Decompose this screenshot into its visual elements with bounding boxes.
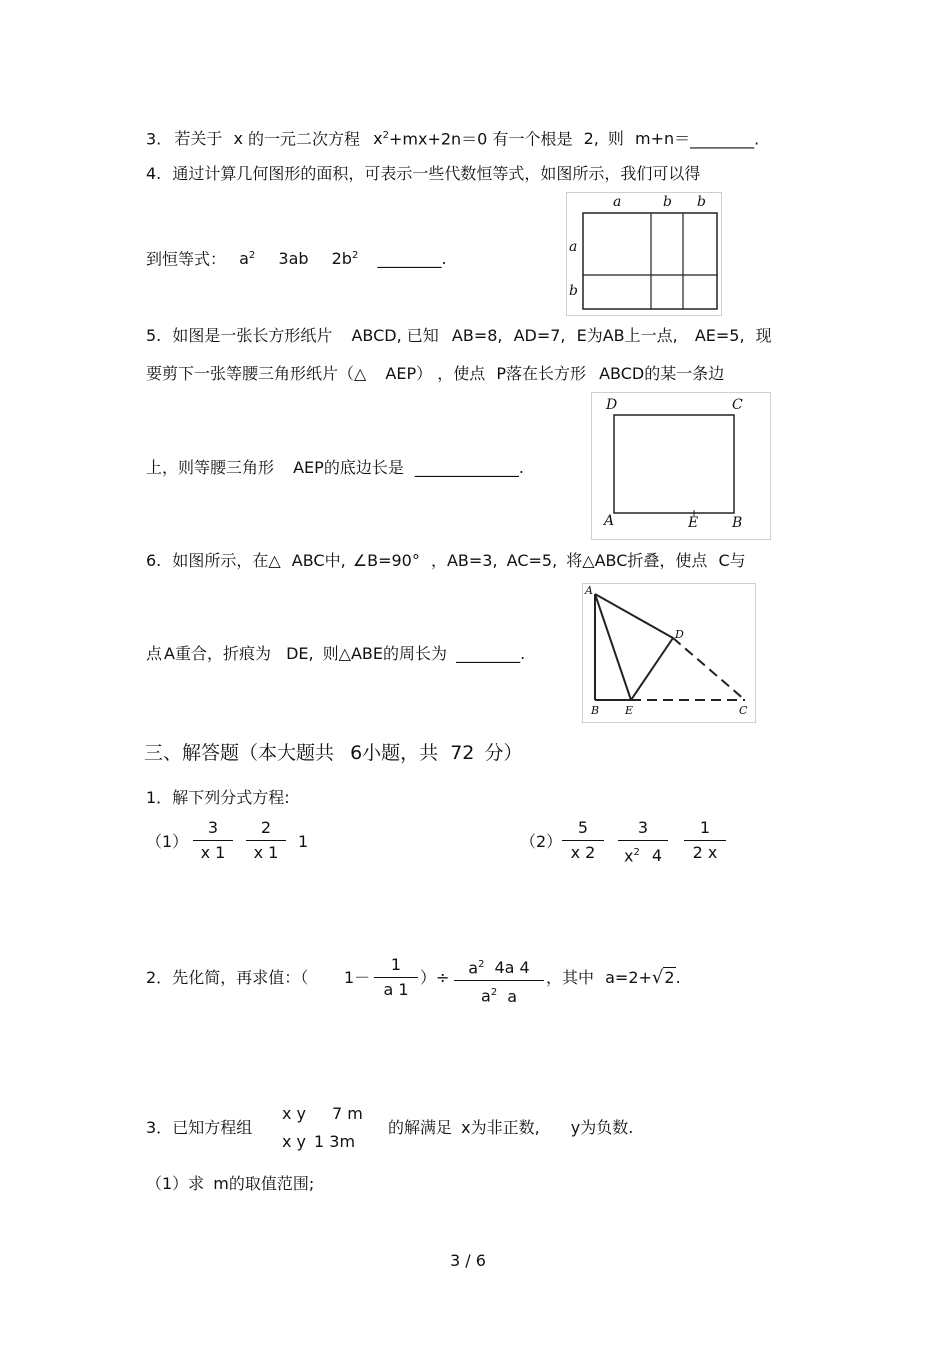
q5-blank: _____________. [414,458,525,477]
q5-line3: 上，则等腰三角形 AEP的底边长是 _____________. [146,458,525,477]
p1-eq1-frac2: 2 x 1 [246,818,286,863]
p2-frac2: $a^2$ 4a 4 $a^2$ a [454,955,544,1007]
q5-line1: 5. 如图是一张长方形纸片 ABCD, 已知 AB=8, AD=7, E为AB上一点, AE=5, 现 [146,326,772,345]
q6-figure-svg [583,584,755,722]
p3-line: 3．已知方程组 [146,1118,253,1137]
p2-tail: ，其中 a=2+√2. [546,967,681,988]
q6-fold-de [631,638,673,700]
p1-eq1-rhs: 1 [298,832,309,851]
q6-label-e: E [625,704,634,717]
q4-line2: 到恒等式： $a^2$ 3ab $2b^2$ ________. [146,249,447,269]
q6-label-d: D [675,628,684,641]
q6-label-c: C [739,704,748,717]
q4-label-top-a: a [613,194,622,210]
q5-figure-svg [592,393,770,539]
q5-label-d: D [606,397,618,413]
p2-close: ）÷ [420,968,450,987]
p1-eq2-frac1: 5 x 2 [562,818,604,863]
q6-blank: ________. [456,644,526,663]
q4-outer-rect [583,213,717,309]
q3-blank: ________. [690,129,760,149]
q6-triangle-figure [582,583,756,723]
q6-dashed-dc [673,638,745,700]
q4-figure-svg [567,193,721,315]
p1-eq1-frac1: 3 x 1 [193,818,233,863]
q4-blank: ________. [377,249,447,269]
q5-line2: 要剪下一张等腰三角形纸片（△ AEP） ，使点 P落在长方形 ABCD的某一条边 [146,364,725,383]
q6-label-b: B [591,704,600,717]
p2-line: 2．先化简，再求值：（ [146,968,309,987]
q6-line1: 6. 如图所示，在△ ABC中, ∠B=90° ，AB=3, AC=5, 将△ABC折叠，使点 C与 [146,551,746,570]
p3-sub1-line: （1）求 m的取值范围; [146,1174,315,1193]
p1-sub1: （1） [146,832,189,851]
section-heading: 三、解答题（本大题共 6小题，共 72 分） [144,742,523,764]
q5-label-a: A [604,513,615,529]
p3-eq1: x y 7 m [282,1104,363,1123]
page-number: 3 / 6 [450,1251,486,1270]
p2-frac1: 1 a 1 [374,955,418,1000]
p3-cond: 的解满足 x为非正数, y为负数. [388,1118,634,1137]
p1-eq2-frac2: 3 $x^2$ 4 [618,818,668,866]
q5-rectangle-abcd [614,415,734,513]
p3-system [282,1104,363,1152]
q5-label-c: C [732,397,743,413]
p2-one: 1－ [344,968,371,987]
p3-eq2: x y 1 3m [282,1132,356,1151]
q6-segment-ae [595,594,631,700]
p1-sub2: （2） [520,832,563,851]
q4-label-left-a: a [569,239,578,255]
q4-label-left-b: b [569,283,578,299]
q4-area-figure [566,192,722,316]
q5-label-b: B [732,515,743,531]
q4-line1: 4. 通过计算几何图形的面积，可表示一些代数恒等式，如图所示，我们可以得 [146,164,701,183]
q3-line: 3. 若关于 x 的一元二次方程 $x^2+mx+2n=0$ 有一个根是 2, 则 m+n＝________. [146,129,760,149]
p1-line: 1．解下列分式方程: [146,788,290,807]
q5-rect-figure [591,392,771,540]
p1-eq2-frac3: 1 2 x [684,818,726,863]
q6-line2: 点 A重合，折痕为 DE, 则△ABE的周长为 ________. [146,644,526,663]
q4-label-top-b1: b [663,194,672,210]
q4-label-top-b2: b [697,194,706,210]
sqrt-symbol: √ [651,967,664,988]
q3-number: 3. [146,129,162,149]
q6-label-a: A [585,584,593,597]
q5-label-e: E [688,515,699,531]
